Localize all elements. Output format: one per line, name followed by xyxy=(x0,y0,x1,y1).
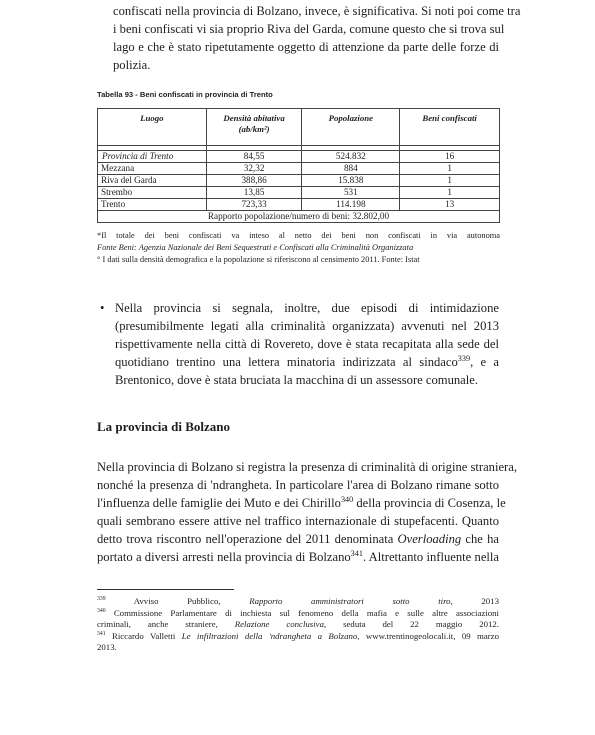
table-row xyxy=(98,199,500,211)
footnote-title: Rapporto amministratori sotto tiro xyxy=(249,596,451,606)
section-heading: La provincia di Bolzano xyxy=(97,419,231,434)
bolzano-paragraph xyxy=(97,458,517,566)
bullet-line: rispettivamente nella città di Rovereto, dove è stata recapitata alla sede del xyxy=(115,337,499,351)
footnote-text: 2013. xyxy=(97,642,117,653)
cell-beni: 16 xyxy=(400,151,500,163)
table-row xyxy=(98,187,500,199)
bullet-line: (presumibilmente legati alla criminalità organizzata) avvenuti nel 2013 xyxy=(115,319,499,333)
footnote-text: Commissione Parlamentare di inchiesta sul fenomeno della mafia e sulle altre associazioni xyxy=(105,607,499,618)
body-line-text: detto trova riscontro nell'operazione del 2011 denominata xyxy=(97,532,398,546)
body-line-text: che ha xyxy=(461,532,499,546)
footnote-341 xyxy=(97,631,499,654)
table-footer-ratio: Rapporto popolazione/numero di beni: 32.802,00 xyxy=(98,211,500,223)
bullet-line: Brentonico, dove è stata bruciata la macchina di un assessore comunale. xyxy=(115,373,478,387)
header-densita xyxy=(206,109,302,146)
operation-name: Overloading xyxy=(397,532,462,546)
cell-popolazione: 114.198 xyxy=(302,199,400,211)
cell-popolazione: 15.838 xyxy=(302,175,400,187)
header-densita-unit: (ab/km²) xyxy=(238,124,270,134)
cell-luogo: Mezzana xyxy=(98,163,207,175)
table-notes xyxy=(97,230,500,266)
header-popolazione: Popolazione xyxy=(302,109,400,146)
table-header-row xyxy=(98,109,500,146)
cell-beni: 1 xyxy=(400,175,500,187)
body-line-text: portato a diversi arresti nella provincia di Bolzano xyxy=(97,550,351,564)
bullet-line xyxy=(115,353,499,371)
footnote-ref-340[interactable]: 340 xyxy=(340,494,354,504)
intro-line: i beni confiscati vi sia proprio Riva del Garda, comune questo che si trova sul xyxy=(113,22,505,36)
cell-densita: 13,85 xyxy=(206,187,302,199)
table-row xyxy=(98,163,500,175)
footnote-ref-339[interactable]: 339 xyxy=(457,353,471,363)
footnote-number: 340 xyxy=(97,607,106,614)
footnote-number: 341 xyxy=(97,630,106,637)
cell-luogo: Provincia di Trento xyxy=(98,151,207,163)
intro-line: confiscati nella provincia di Bolzano, invece, è significativa. Si noti poi come tra xyxy=(113,4,521,18)
cell-densita: 723,33 xyxy=(206,199,302,211)
cell-densita: 32,32 xyxy=(206,163,302,175)
footnote-text: Riccardo Valletti xyxy=(105,630,182,641)
bullet-dot: • xyxy=(100,301,105,315)
cell-beni: 1 xyxy=(400,187,500,199)
table-note-total: *Il totale dei beni confiscati va inteso al netto dei beni non confiscati in via autonoma xyxy=(97,231,500,240)
footnote-link[interactable]: , www.trentinogeolocali.it, 09 marzo xyxy=(357,630,499,641)
intro-paragraph xyxy=(113,2,521,74)
footnote-divider xyxy=(97,589,234,590)
confiscated-assets-table xyxy=(97,108,500,223)
cell-densita: 84,55 xyxy=(206,151,302,163)
footnote-ref-341[interactable]: 341 xyxy=(350,548,363,558)
table-note-source: Fonte Beni: Agenzia Nazionale dei Beni Sequestrati e Confiscati alla Criminalità Organizzata xyxy=(97,243,414,252)
table-footer-row xyxy=(98,211,500,223)
table-caption: Tabella 93 - Beni confiscati in provincia di Trento xyxy=(97,90,273,99)
table-row xyxy=(98,175,500,187)
header-densita-label: Densità abitativa xyxy=(223,113,285,123)
intro-line: polizia. xyxy=(113,58,151,72)
bullet-line: Nella provincia si segnala, inoltre, due episodi di intimidazione xyxy=(115,301,499,315)
cell-popolazione: 524.832 xyxy=(302,151,400,163)
cell-beni: 13 xyxy=(400,199,500,211)
cell-luogo: Trento xyxy=(98,199,207,211)
cell-popolazione: 531 xyxy=(302,187,400,199)
body-line xyxy=(97,548,499,566)
table-row xyxy=(98,151,500,163)
cell-densita: 388,86 xyxy=(206,175,302,187)
intro-line: lago e che è stato ripetutamente oggetto di attenzione da parte delle forze di xyxy=(113,40,499,54)
footnote-text: , 2013 xyxy=(450,596,499,606)
footnote-number: 339 xyxy=(97,596,106,603)
footnote-text: Avviso Pubblico, xyxy=(105,596,250,606)
body-line-text: della provincia di Cosenza, le xyxy=(353,496,506,510)
bullet-line-text: , e a xyxy=(470,355,499,369)
footnote-339 xyxy=(97,596,499,608)
body-line-text: l'influenza delle famiglie dei Muto e dei Chirillo xyxy=(97,496,341,510)
header-beni: Beni confiscati xyxy=(400,109,500,146)
footnotes xyxy=(97,596,499,654)
bullet-line-text: quotidiano trentino una lettera minatoria indirizzata al sindaco xyxy=(115,355,458,369)
footnote-title: Le infiltrazioni della 'ndrangheta a Bolzano xyxy=(181,630,358,641)
bullet-text xyxy=(115,299,499,389)
cell-beni: 1 xyxy=(400,163,500,175)
body-line xyxy=(97,530,499,548)
footnote-text: , seduta del 22 maggio 2012. xyxy=(323,619,499,630)
table-note-census: ° I dati sulla densità demografica e la popolazione si riferiscono al censimento 2011. Fonte: Istat xyxy=(97,255,420,264)
body-line xyxy=(97,494,506,512)
body-line: nonché la presenza di 'ndrangheta. In particolare l'area di Bolzano rimane sotto xyxy=(97,478,499,492)
cell-luogo: Riva del Garda xyxy=(98,175,207,187)
footnote-title: Relazione conclusiva xyxy=(234,619,324,630)
header-luogo: Luogo xyxy=(98,109,207,146)
footnote-340 xyxy=(97,608,499,631)
cell-popolazione: 884 xyxy=(302,163,400,175)
cell-luogo: Strembo xyxy=(98,187,207,199)
body-line-text: . Altrettanto influente nella xyxy=(362,550,499,564)
footnote-text: criminali, anche straniere, xyxy=(97,619,235,630)
body-line: Nella provincia di Bolzano si registra la presenza di criminalità di origine straniera, xyxy=(97,460,517,474)
body-line: quali sembrano essere attive nel traffico internazionale di stupefacenti. Quanto xyxy=(97,514,499,528)
